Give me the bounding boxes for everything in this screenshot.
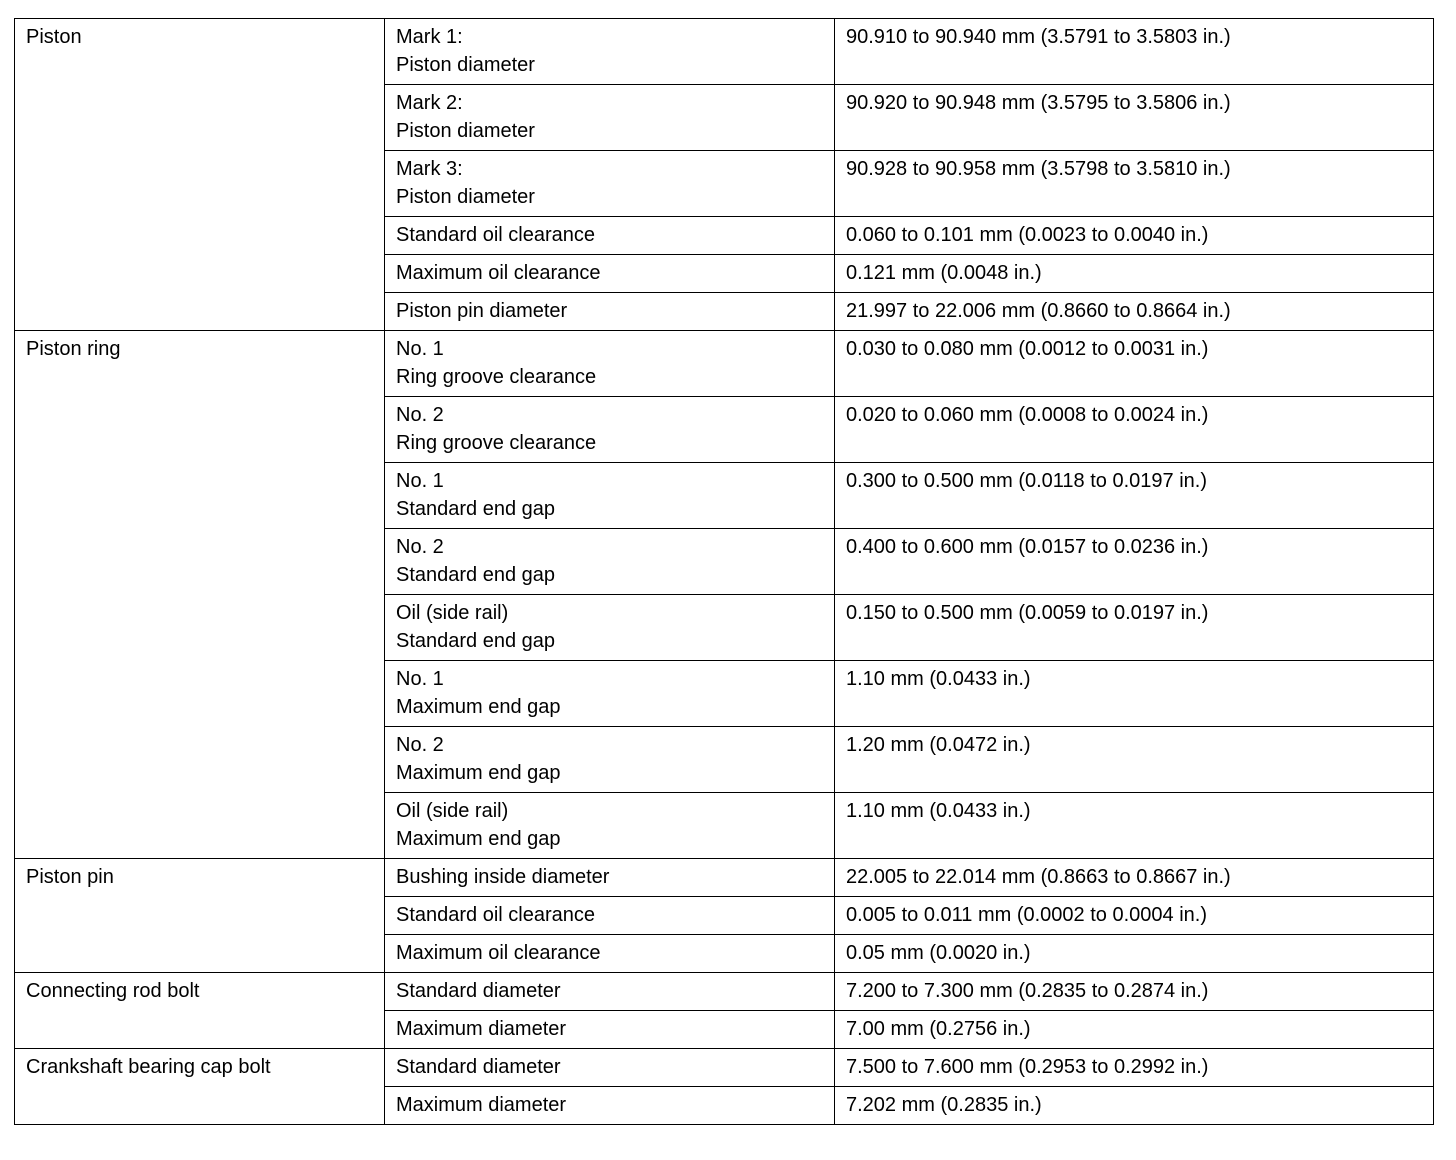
- item-label-line: No. 2: [396, 404, 444, 426]
- value-cell: 0.005 to 0.011 mm (0.0002 to 0.0004 in.): [835, 897, 1434, 935]
- item-cell: [385, 331, 835, 397]
- table-row: [15, 331, 1434, 397]
- item-label-line: Maximum end gap: [396, 762, 561, 784]
- value-cell: 1.20 mm (0.0472 in.): [835, 727, 1434, 793]
- item-label-line: Ring groove clearance: [396, 366, 597, 388]
- specification-table-body: [15, 19, 1434, 1125]
- item-label-line: Standard oil clearance: [396, 904, 596, 926]
- value-cell: 90.920 to 90.948 mm (3.5795 to 3.5806 in.): [835, 85, 1434, 151]
- value-cell: 7.500 to 7.600 mm (0.2953 to 0.2992 in.): [835, 1049, 1434, 1087]
- table-row: [15, 1049, 1434, 1087]
- component-cell-crankshaft-bearing-cap-bolt: Crankshaft bearing cap bolt: [15, 1049, 385, 1125]
- value-cell: 22.005 to 22.014 mm (0.8663 to 0.8667 in.): [835, 859, 1434, 897]
- item-label-line: Maximum end gap: [396, 828, 561, 850]
- table-row: [15, 19, 1434, 85]
- value-cell: 0.060 to 0.101 mm (0.0023 to 0.0040 in.): [835, 217, 1434, 255]
- item-label-line: No. 1: [396, 338, 444, 360]
- item-cell: [385, 217, 835, 255]
- value-cell: 1.10 mm (0.0433 in.): [835, 661, 1434, 727]
- item-cell: [385, 935, 835, 973]
- value-cell: 0.300 to 0.500 mm (0.0118 to 0.0197 in.): [835, 463, 1434, 529]
- component-cell-piston-pin: Piston pin: [15, 859, 385, 973]
- item-label-line: Mark 2:: [396, 92, 463, 114]
- item-label-line: Piston pin diameter: [396, 300, 568, 322]
- item-cell: [385, 255, 835, 293]
- value-cell: 1.10 mm (0.0433 in.): [835, 793, 1434, 859]
- item-cell: [385, 595, 835, 661]
- item-label-line: Maximum oil clearance: [396, 262, 601, 284]
- item-cell: [385, 973, 835, 1011]
- item-cell: [385, 661, 835, 727]
- value-cell: 7.202 mm (0.2835 in.): [835, 1087, 1434, 1125]
- component-cell-piston-ring: Piston ring: [15, 331, 385, 859]
- value-cell: 21.997 to 22.006 mm (0.8660 to 0.8664 in.): [835, 293, 1434, 331]
- item-cell: [385, 293, 835, 331]
- item-label-line: Piston diameter: [396, 120, 535, 142]
- item-label-line: Standard end gap: [396, 564, 556, 586]
- item-label-line: Piston diameter: [396, 54, 535, 76]
- value-cell: 7.00 mm (0.2756 in.): [835, 1011, 1434, 1049]
- value-cell: 0.020 to 0.060 mm (0.0008 to 0.0024 in.): [835, 397, 1434, 463]
- item-cell: [385, 397, 835, 463]
- item-label-line: Maximum end gap: [396, 696, 561, 718]
- value-cell: 0.400 to 0.600 mm (0.0157 to 0.0236 in.): [835, 529, 1434, 595]
- item-label-line: Standard end gap: [396, 630, 556, 652]
- value-cell: 90.928 to 90.958 mm (3.5798 to 3.5810 in.): [835, 151, 1434, 217]
- item-label-line: No. 1: [396, 470, 444, 492]
- item-label-line: Maximum oil clearance: [396, 942, 601, 964]
- item-label-line: Mark 3:: [396, 158, 463, 180]
- item-label-line: Standard oil clearance: [396, 224, 596, 246]
- item-label-line: Standard end gap: [396, 498, 556, 520]
- item-label-line: Bushing inside diameter: [396, 866, 610, 888]
- item-cell: [385, 529, 835, 595]
- component-cell-connecting-rod-bolt: Connecting rod bolt: [15, 973, 385, 1049]
- item-cell: [385, 793, 835, 859]
- item-label-line: Oil (side rail): [396, 800, 509, 822]
- value-cell: 0.150 to 0.500 mm (0.0059 to 0.0197 in.): [835, 595, 1434, 661]
- item-label-line: Ring groove clearance: [396, 432, 597, 454]
- item-cell: [385, 897, 835, 935]
- item-cell: [385, 1049, 835, 1087]
- item-label-line: No. 2: [396, 536, 444, 558]
- item-cell: [385, 19, 835, 85]
- item-label-line: No. 2: [396, 734, 444, 756]
- item-cell: [385, 1087, 835, 1125]
- table-row: [15, 973, 1434, 1011]
- value-cell: 0.030 to 0.080 mm (0.0012 to 0.0031 in.): [835, 331, 1434, 397]
- specification-table: [14, 18, 1434, 1125]
- value-cell: 0.05 mm (0.0020 in.): [835, 935, 1434, 973]
- item-label-line: Piston diameter: [396, 186, 535, 208]
- item-cell: [385, 151, 835, 217]
- item-cell: [385, 859, 835, 897]
- table-row: [15, 859, 1434, 897]
- item-cell: [385, 1011, 835, 1049]
- item-label-line: Maximum diameter: [396, 1094, 567, 1116]
- component-cell-piston: Piston: [15, 19, 385, 331]
- value-cell: 0.121 mm (0.0048 in.): [835, 255, 1434, 293]
- item-label-line: No. 1: [396, 668, 444, 690]
- item-label-line: Oil (side rail): [396, 602, 509, 624]
- item-label-line: Standard diameter: [396, 980, 561, 1002]
- item-label-line: Maximum diameter: [396, 1018, 567, 1040]
- item-label-line: Mark 1:: [396, 26, 463, 48]
- item-cell: [385, 85, 835, 151]
- item-cell: [385, 727, 835, 793]
- value-cell: 90.910 to 90.940 mm (3.5791 to 3.5803 in.): [835, 19, 1434, 85]
- item-label-line: Standard diameter: [396, 1056, 561, 1078]
- item-cell: [385, 463, 835, 529]
- value-cell: 7.200 to 7.300 mm (0.2835 to 0.2874 in.): [835, 973, 1434, 1011]
